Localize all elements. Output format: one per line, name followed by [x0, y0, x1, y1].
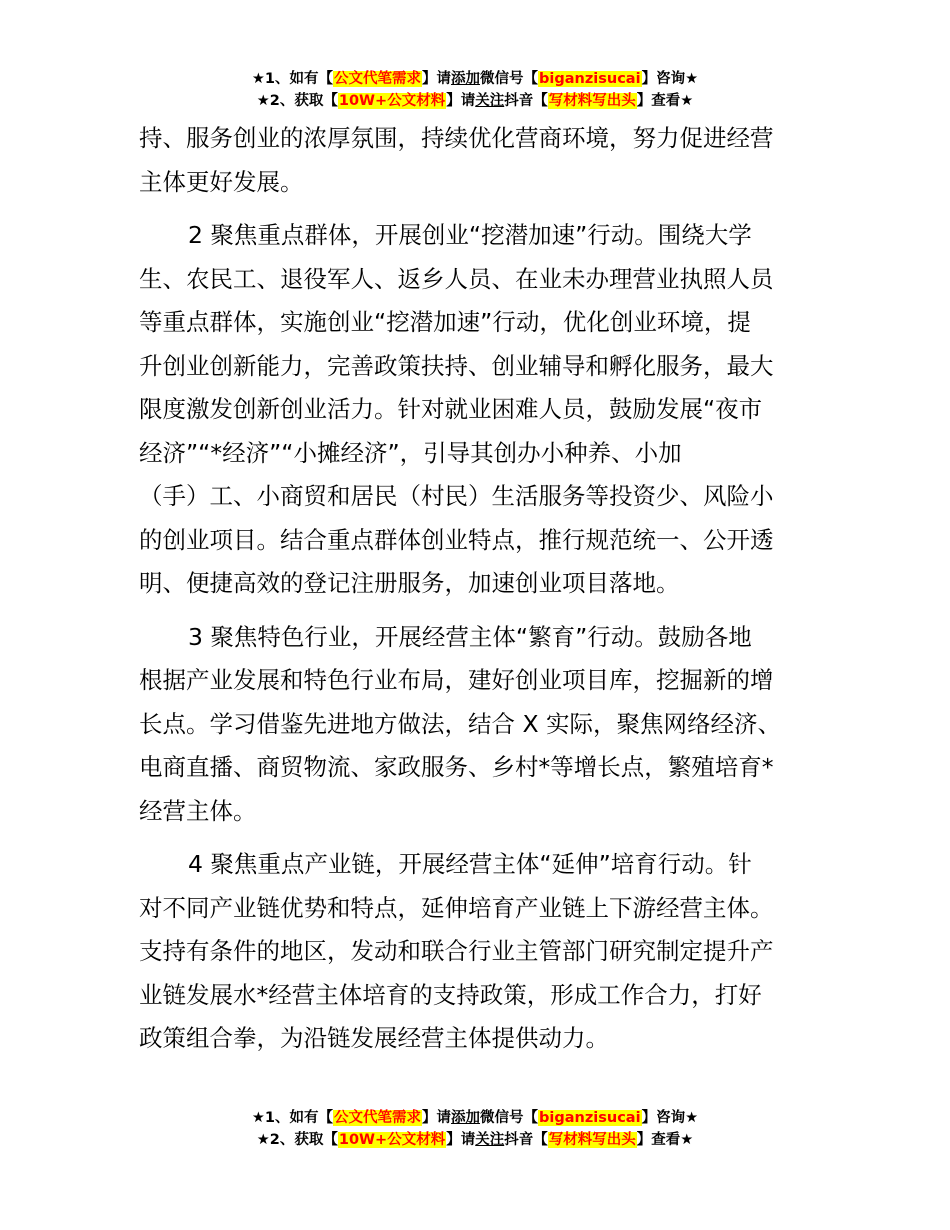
banner-text: ★2、获取【 — [256, 1132, 338, 1148]
banner-highlight: 10W+公文材料 — [338, 93, 446, 109]
text-line: 生、农民工、退役军人、返乡人员、在业未办理营业执照人员 — [139, 264, 774, 293]
banner-line-1 — [0, 68, 950, 90]
text-line: 4 聚焦重点产业链，开展经营主体“延伸”培育行动。针 — [188, 850, 752, 878]
text-line: 根据产业发展和特色行业布局，建好创业项目库，挖掘新的增 — [139, 666, 774, 694]
paragraph-3 — [139, 616, 829, 834]
banner-highlight: 10W+公文材料 — [338, 1132, 446, 1148]
banner-text: 】咨询★ — [641, 1110, 699, 1126]
banner-underlined-text: 添加 — [451, 71, 481, 87]
text-line: （手）工、小商贸和居民（村民）生活服务等投资少、风险小 — [139, 482, 774, 510]
document-body — [139, 117, 829, 1061]
banner-text: 】请 — [446, 93, 476, 109]
text-line: 3 聚焦特色行业，开展经营主体“繁育”行动。鼓励各地 — [188, 622, 752, 651]
paragraph-4 — [139, 843, 829, 1061]
banner-highlight: 写材料写出头 — [548, 1132, 636, 1148]
text-line: 持、服务创业的浓厚氛围，持续优化营商环境，努力促进经营 — [139, 124, 774, 152]
banner-text: ★1、如有【 — [251, 71, 334, 87]
header-banner — [0, 68, 950, 112]
banner-highlight: biganzisucai — [539, 1110, 641, 1126]
banner-text: 】咨询★ — [641, 71, 699, 87]
text-line: 经济”“*经济”“小摊经济”，引导其创办小种养、小加 — [139, 438, 682, 467]
text-line: 经营主体。 — [139, 796, 257, 825]
banner-text: 】请 — [422, 71, 452, 87]
banner-highlight: 公文代笔需求 — [334, 71, 422, 87]
banner-text: 】请 — [422, 1110, 452, 1126]
banner-text: ★1、如有【 — [251, 1110, 334, 1126]
text-line: 业链发展水*经营主体培育的支持政策，形成工作合力，打好 — [139, 980, 762, 1009]
footer-banner — [0, 1107, 950, 1151]
banner-highlight: biganzisucai — [539, 71, 641, 87]
text-line: 政策组合拳，为沿链发展经营主体提供动力。 — [139, 1024, 609, 1052]
text-line: 主体更好发展。 — [139, 167, 304, 196]
banner-line-1 — [0, 1107, 950, 1129]
banner-text: 】请 — [446, 1132, 476, 1148]
banner-text: 】查看★ — [636, 93, 694, 109]
paragraph-2 — [139, 214, 829, 606]
banner-line-2 — [0, 90, 950, 112]
banner-text: 】查看★ — [636, 1132, 694, 1148]
banner-text: 抖音【 — [504, 93, 548, 109]
banner-highlight: 写材料写出头 — [548, 93, 636, 109]
text-line: 明、便捷高效的登记注册服务，加速创业项目落地。 — [139, 569, 680, 597]
banner-underlined-text: 添加 — [451, 1110, 481, 1126]
banner-underlined-text: 关注 — [475, 1132, 505, 1148]
text-line: 支持有条件的地区，发动和联合行业主管部门研究制定提升产 — [139, 937, 774, 965]
text-line: 对不同产业链优势和特点，延伸培育产业链上下游经营主体。 — [139, 893, 774, 922]
banner-text: 抖音【 — [504, 1132, 548, 1148]
banner-line-2 — [0, 1129, 950, 1151]
banner-highlight: 公文代笔需求 — [334, 1110, 422, 1126]
text-line: 升创业创新能力，完善政策扶持、创业辅导和孵化服务，最大 — [139, 351, 774, 380]
text-line: 长点。学习借鉴先进地方做法，结合 X 实际，聚焦网络经济、 — [139, 709, 782, 738]
paragraph-1 — [139, 117, 829, 204]
text-line: 限度激发创新创业活力。针对就业困难人员，鼓励发展“夜市 — [139, 395, 763, 423]
banner-text: ★2、获取【 — [256, 93, 338, 109]
text-line: 的创业项目。结合重点群体创业特点，推行规范统一、公开透 — [139, 525, 774, 554]
text-line: 等重点群体，实施创业“挖潜加速”行动，优化创业环境，提 — [139, 308, 751, 336]
banner-text: 微信号【 — [480, 71, 539, 87]
banner-underlined-text: 关注 — [475, 93, 505, 109]
text-line: 2 聚焦重点群体，开展创业“挖潜加速”行动。围绕大学 — [188, 221, 752, 249]
banner-text: 微信号【 — [480, 1110, 539, 1126]
text-line: 电商直播、商贸物流、家政服务、乡村*等增长点，繁殖培育* — [139, 753, 774, 781]
